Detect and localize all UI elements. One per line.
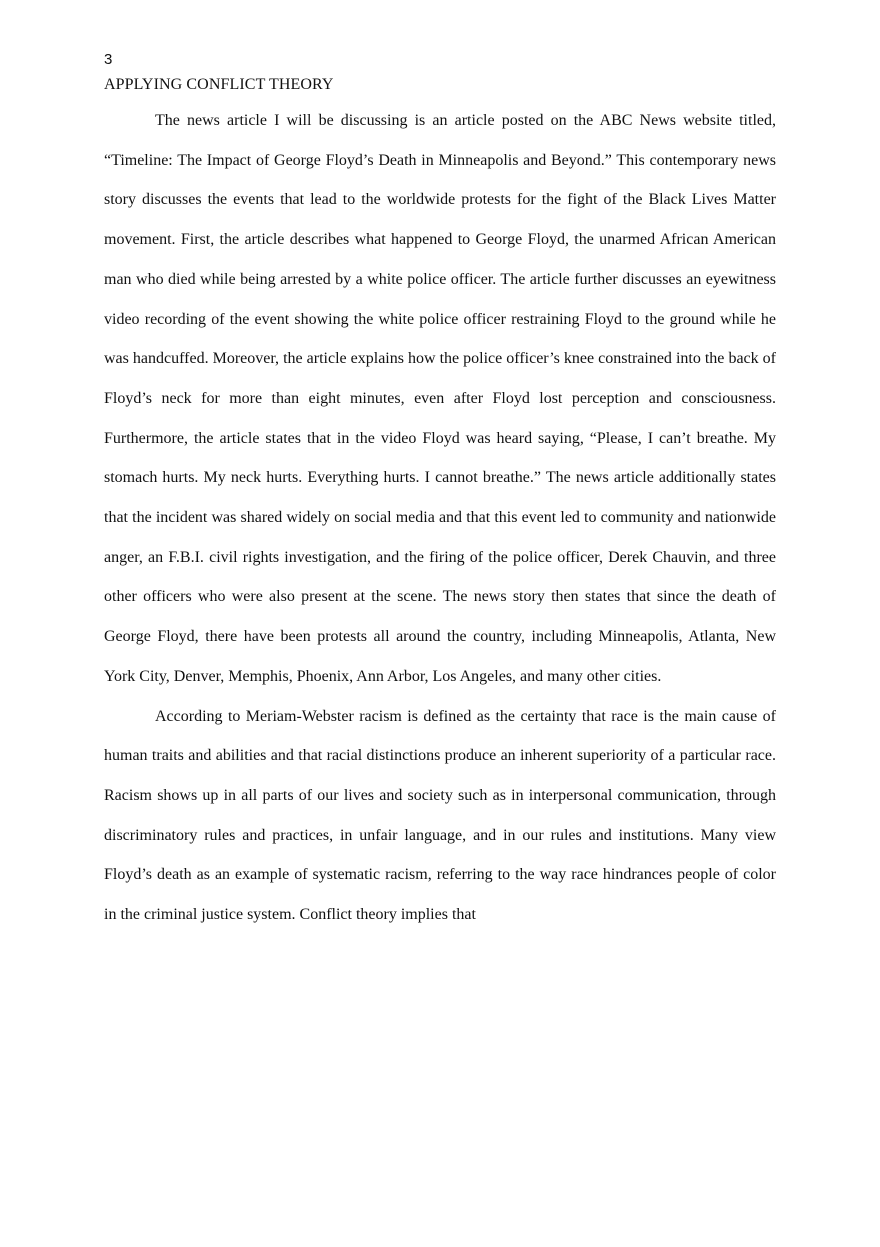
running-head: APPLYING CONFLICT THEORY [104, 76, 334, 93]
page-number: 3 [104, 51, 113, 68]
body-text [104, 101, 776, 935]
paragraph-racism-definition: According to Meriam-Webster racism is defined as the certainty that race is the main cause of human traits and abilities and that racial distinctions produce an inherent superiority of a particular race. Racism shows up in all parts of our lives and society such as in interpersonal communication, through discriminatory rules and practices, in unfair language, and in our rules and institutions. Many view Floyd’s death as an example of systematic racism, referring to the way race hindrances people of color in the criminal justice system. Conflict theory implies that [104, 707, 776, 924]
paragraph-news-article-summary: The news article I will be discussing is an article posted on the ABC News website titled, “Timeline: The Impact of George Floyd’s Death in Minneapolis and Beyond.” This contemporary news story discusses the events that lead to the worldwide protests for the fight of the Black Lives Matter movement. First, the article describes what happened to George Floyd, the unarmed African American man who died while being arrested by a white police officer. The article further discusses an eyewitness video recording of the event showing the white police officer restraining Floyd to the ground while he was handcuffed. Moreover, the article explains how the police officer’s knee constrained into the back of Floyd’s neck for more than eight minutes, even after Floyd lost perception and consciousness. Furthermore, the article states that in the video Floyd was heard saying, “Please, I can’t breathe. My stomach hurts. My neck hurts. Everything hurts. I cannot breathe.” The news article additionally states that the incident was shared widely on social media and that this event led to community and nationwide anger, an F.B.I. civil rights investigation, and the firing of the police officer, Derek Chauvin, and three other officers who were also present at the scene. The news story then states that since the death of George Floyd, there have been protests all around the country, including Minneapolis, Atlanta, New York City, Denver, Memphis, Phoenix, Ann Arbor, Los Angeles, and many other cities. [104, 112, 776, 685]
